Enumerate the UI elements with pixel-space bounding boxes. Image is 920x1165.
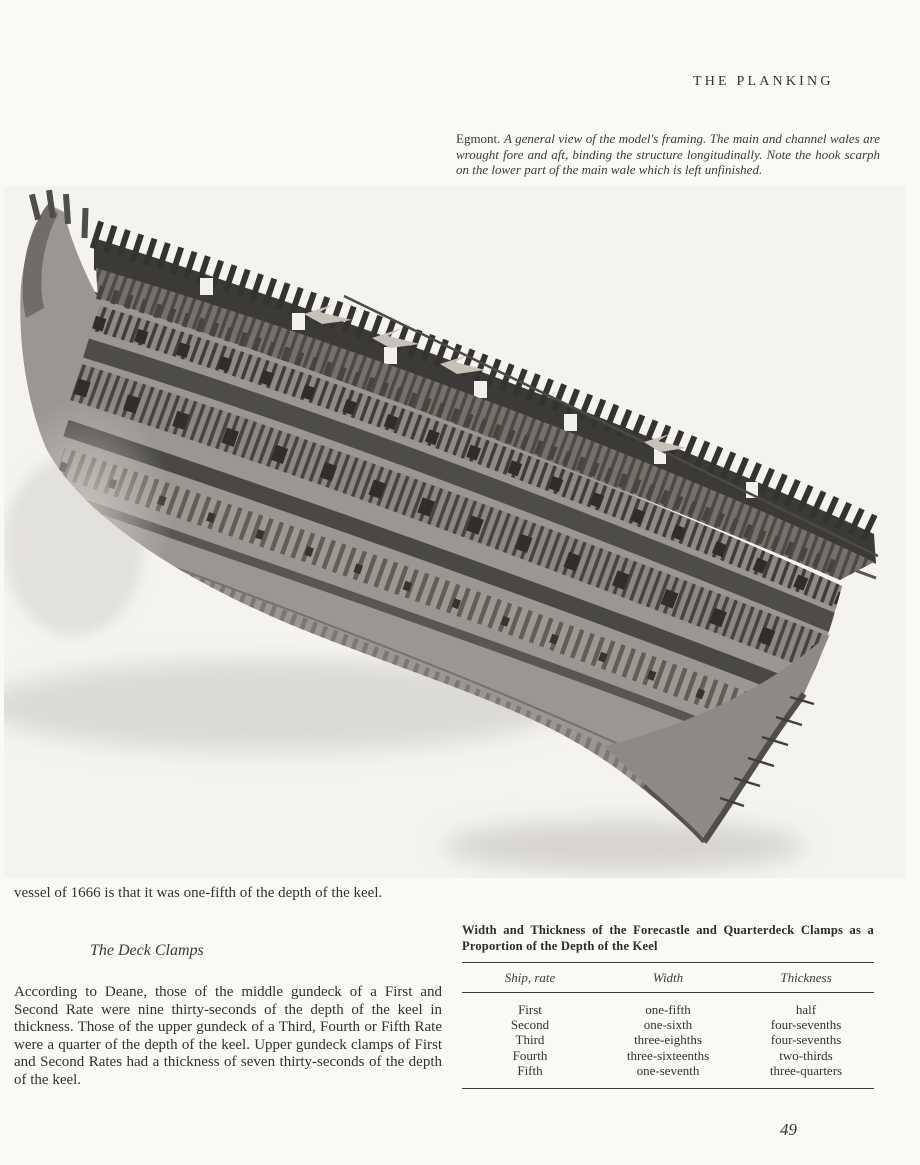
- running-head: THE PLANKING: [693, 74, 834, 89]
- cell-rate: Third: [515, 1032, 545, 1048]
- table-title: Width and Thickness of the Forecastle and Quarterdeck Clamps as a Proportion of the Depth of the Keel: [462, 923, 874, 953]
- intro-line: vessel of 1666 is that it was one-fifth of the depth of the keel.: [14, 885, 383, 901]
- cell-width: one-sixth: [643, 1017, 693, 1033]
- cell-rate: First: [518, 1002, 542, 1017]
- cell-rate: Fifth: [517, 1062, 543, 1078]
- table-row: [462, 1017, 874, 1032]
- ship-framing-illustration: [4, 186, 906, 878]
- column-header-width: Width: [652, 970, 684, 985]
- table-row: [462, 1063, 874, 1078]
- cell-thickness: two-thirds: [779, 1047, 833, 1063]
- photo-caption: [456, 131, 880, 178]
- cell-thickness: four-sevenths: [770, 1032, 842, 1048]
- cell-thickness: three-quarters: [769, 1062, 843, 1078]
- table-row: [462, 1032, 874, 1047]
- body-paragraph: According to Deane, those of the middle gundeck of a First and Second Rate were nine thirty-seconds of the depth of the keel in thickness. Those of the upper gundeck of a Third, Fourth or Fifth Rate were a quarter of the depth of the keel. Upper gundeck clamps of First and Second Rates had a thickness of seven thirty-seconds of the depth of the keel.: [14, 984, 442, 1088]
- cell-width: one-seventh: [636, 1062, 700, 1078]
- section-heading: The Deck Clamps: [90, 942, 204, 959]
- stern-shadow: [444, 820, 804, 872]
- cell-thickness: four-sevenths: [770, 1017, 842, 1033]
- cell-rate: Second: [510, 1017, 550, 1033]
- caption-text: A general view of the model's framing. The main and channel wales are wrought fore and aft, binding the structure longitudinally. Note the hook scarph on the lower part of the main wale which is left unfinished.: [456, 131, 880, 178]
- table-body: [462, 993, 874, 1088]
- cell-thickness: half: [795, 1002, 817, 1017]
- column-header-thickness: Thickness: [780, 970, 832, 985]
- page-number: 49: [780, 1120, 797, 1139]
- cell-width: three-sixteenths: [626, 1047, 710, 1063]
- clamps-table: [462, 922, 874, 1089]
- table-rule-bottom: [462, 1088, 874, 1089]
- cell-width: one-fifth: [645, 1002, 691, 1017]
- caption-lead: Egmont.: [456, 131, 501, 146]
- table-row: [462, 1002, 874, 1017]
- ship-model-photograph: [4, 186, 906, 878]
- table-header-row: [462, 963, 874, 992]
- text-column: [14, 884, 442, 1090]
- table-row: [462, 1048, 874, 1063]
- column-header-ship-rate: Ship, rate: [504, 970, 556, 985]
- cell-width: three-eighths: [634, 1032, 702, 1048]
- cell-rate: Fourth: [512, 1047, 548, 1063]
